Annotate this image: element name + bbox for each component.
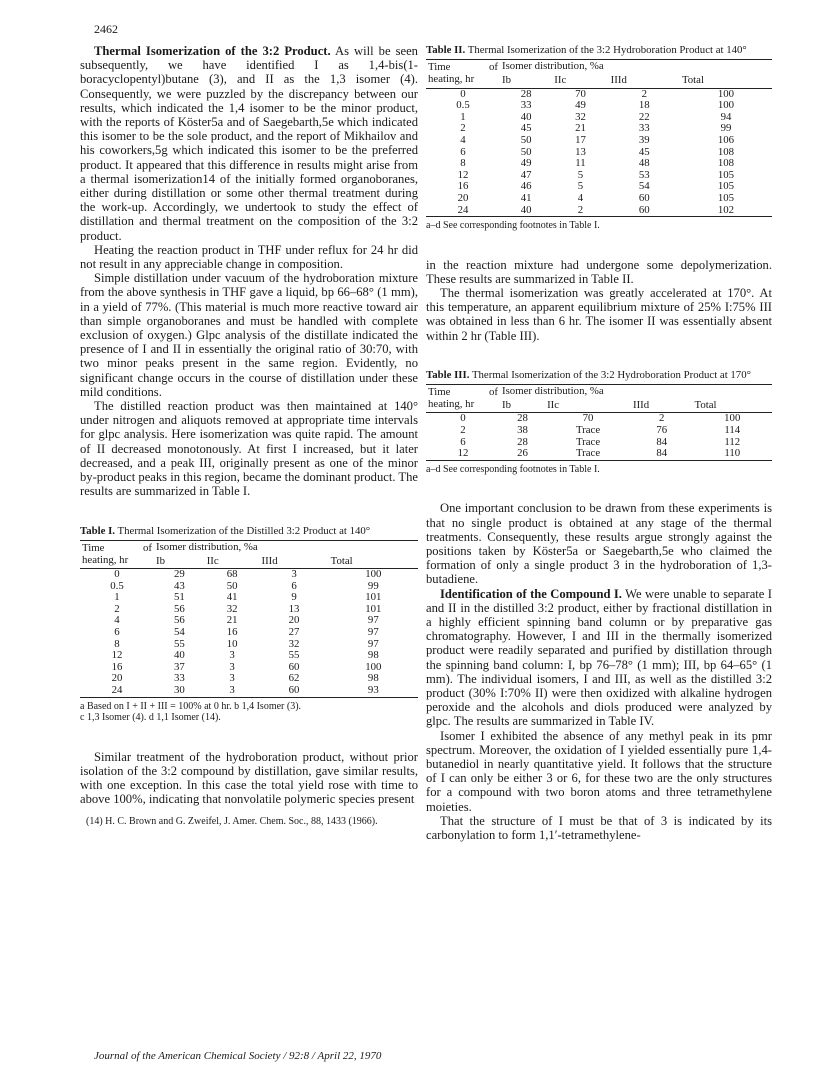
table-cell: 2 bbox=[114, 602, 120, 615]
section-run-in-heading: Identification of the Compound I. bbox=[440, 586, 622, 601]
table-cell: 50 bbox=[520, 145, 532, 158]
table-cell: 20 bbox=[457, 191, 469, 204]
column-header: IIc bbox=[205, 555, 260, 569]
data-table bbox=[426, 384, 772, 461]
table-cell: 105 bbox=[717, 191, 735, 204]
table-caption: Table II. Thermal Isomerization of the 3:2 Hydroboration Product at 140° bbox=[426, 44, 747, 56]
table-cell: 39 bbox=[638, 133, 650, 146]
table-footnote: c 1,3 Isomer (4). d 1,1 Isomer (14). bbox=[80, 712, 221, 724]
table-cell: 0.5 bbox=[456, 99, 470, 112]
table-cell: 12 bbox=[457, 168, 469, 181]
table-cell: 60 bbox=[638, 203, 650, 216]
table-cell: 18 bbox=[638, 99, 650, 112]
column-header: IIc bbox=[545, 399, 631, 413]
table-cell: 60 bbox=[288, 660, 300, 673]
right-column bbox=[426, 44, 772, 842]
table-cell: Trace bbox=[575, 424, 601, 437]
paragraph-text: We were unable to separate I and II in the distilled 3:2 product, either by fractional distillation in a highly efficient spinning band column or by preparative gas chromatography. However, I and III in the thermally isomerized product were readily separated and purified by distillation through the spinning band column: I, bp 76–78° (1 mm); III, bp 64–65° (1 mm). The individual isomers, I and III, as well as the distilled 3:2 product (30% I:70% II) were then oxidized with alkaline hydrogen peroxide and the alcohols and diols produced were analyzed by glpc. The results are summarized in Table IV. bbox=[426, 586, 773, 729]
table-cell: 49 bbox=[520, 157, 532, 170]
table-cell: 26 bbox=[517, 447, 528, 460]
table-cell: 105 bbox=[717, 168, 735, 181]
table-2 bbox=[426, 44, 772, 232]
table-cell: 33 bbox=[173, 672, 185, 685]
table-cell: 16 bbox=[457, 180, 469, 193]
table-cell: 28 bbox=[517, 412, 528, 425]
table-cell: 29 bbox=[173, 568, 185, 581]
paragraph: Simple distillation under vacuum of the hydroboration mixture from the above synthesis in THF gave a liquid, bp 66–68° (1 mm), in a yield of 77%. (This material is much more reactive toward air than simple organoboranes and must be handled with complete exclusion of oxygen.) Glpc analysis of the distillate indicated the presence of I and II in essentially the original ratio of 30:70, with two minor peaks present in the same region. Evidently, no significant change occurs in the course of distillation under these mild conditions. bbox=[80, 271, 418, 399]
table-cell: 21 bbox=[226, 614, 238, 627]
paragraph: in the reaction mixture had undergone some depolymerization. These results are summarized in Table II. bbox=[426, 257, 772, 286]
paragraph: One important conclusion to be drawn from these experiments is that no single product is obtained at any stage of the thermal treatments. Consequently, these results argue strongly against the positions taken by Köster5a or Saegebarth,5e who claimed the formation of only a single product 3 in the hydroboration of 1,3-butadiene. bbox=[426, 501, 772, 587]
table-cell: 3 bbox=[229, 672, 235, 685]
table-cell: 43 bbox=[173, 579, 185, 592]
table-cell: 0.5 bbox=[110, 579, 124, 592]
table-cell: 97 bbox=[367, 614, 379, 627]
table-cell: 13 bbox=[288, 602, 300, 615]
table-cell: 101 bbox=[365, 591, 382, 604]
table-cell: 12 bbox=[457, 447, 469, 460]
paragraph: Similar treatment of the hydroboration product, without prior isolation of the 3:2 compound by distillation, gave similar results, with one exception. In this case the total yield rose with time to above 100%, indicating that nonvolatile polymeric species present bbox=[80, 749, 418, 807]
column-header: Total bbox=[680, 74, 772, 88]
table-cell: 5 bbox=[577, 180, 584, 193]
table-cell: 105 bbox=[717, 180, 735, 193]
table-cell: 2 bbox=[577, 203, 584, 216]
table-cell: 50 bbox=[520, 133, 532, 146]
table-cell: 48 bbox=[638, 157, 650, 170]
table-cell: 47 bbox=[520, 168, 532, 181]
column-header: IIId bbox=[259, 555, 328, 569]
table-cell: 1 bbox=[114, 591, 120, 604]
table-cell: 97 bbox=[367, 637, 379, 650]
table-cell: Trace bbox=[575, 447, 601, 460]
page-number: 2462 bbox=[94, 22, 118, 36]
table-cell: 20 bbox=[288, 614, 300, 627]
table-cell: 100 bbox=[724, 412, 741, 425]
table-cell: 16 bbox=[111, 660, 123, 673]
table-cell: 100 bbox=[717, 99, 735, 112]
table-cell: 94 bbox=[720, 110, 732, 123]
column-header: IIc bbox=[552, 74, 608, 88]
table-cell: 99 bbox=[367, 579, 379, 592]
table-cell: 56 bbox=[173, 602, 185, 615]
paragraph-text: As will be seen subsequently, we have identified I as 1,4-bis(1-boracyclopentyl)butane (3), and II as the 1,3 isomer (4). Consequently, we were puzzled by the discrepancy between our results, which indicated the 1,4 isomer to be the minor product, with the reports of Köster5a and of Saegebarth,5e which indicated this isomer to be the sole product, and the report of Mikhailov and his coworkers,5g which indicated this isomer to be the preferred product. It appeared that this difference in results might arise from a thermal isomerization14 of the initially formed organoboranes, either during distillation or some other thermal treatment during the work-up. Accordingly, we undertook to study the effect of distillation and thermal treatment on the composition of the 3:2 product. bbox=[80, 44, 418, 243]
table-cell: 45 bbox=[520, 122, 532, 135]
table-cell: 32 bbox=[575, 110, 586, 123]
table-cell: 110 bbox=[724, 447, 741, 460]
table-cell: 8 bbox=[460, 157, 466, 170]
table-cell: 60 bbox=[288, 684, 300, 697]
column-header: Time of heating, hr bbox=[80, 540, 154, 568]
table-cell: 38 bbox=[517, 424, 528, 437]
table-cell: 54 bbox=[173, 626, 185, 639]
table-caption: Table III. Thermal Isomerization of the 3:2 Hydroboration Product at 170° bbox=[426, 368, 751, 381]
table-cell: 0 bbox=[460, 412, 466, 425]
paragraph: Isomer I exhibited the absence of any methyl peak in its pmr spectrum. Moreover, the oxidation of I yielded essentially pure 1,4-butanediol in nearly quantitative yield. It follows that the structure of I can only be either 3 or 6, for these two are the only structures for a compound with two boron atoms and three tetramethylene moieties. bbox=[426, 728, 772, 814]
table-row bbox=[426, 135, 772, 147]
column-header: Total bbox=[329, 555, 418, 569]
column-header: Time of heating, hr bbox=[426, 385, 500, 413]
table-cell: 55 bbox=[288, 649, 300, 662]
table-cell: 28 bbox=[520, 87, 532, 100]
table-cell: 33 bbox=[638, 122, 650, 135]
column-group-header: Isomer distribution, %a bbox=[502, 60, 604, 73]
column-group-header: Isomer distribution, %a bbox=[502, 385, 604, 398]
table-cell: 55 bbox=[173, 637, 185, 650]
section-run-in-heading: Thermal Isomerization of the 3:2 Product. bbox=[94, 44, 331, 58]
column-header: IIId bbox=[631, 399, 693, 413]
table-cell: 98 bbox=[367, 649, 379, 662]
table-cell: 84 bbox=[656, 447, 668, 460]
table-cell: 102 bbox=[717, 203, 735, 216]
table-row bbox=[426, 205, 772, 217]
table-cell: 32 bbox=[226, 602, 238, 615]
table-cell: 11 bbox=[575, 157, 586, 170]
table-cell: 41 bbox=[520, 191, 532, 204]
table-footnote: a Based on I + II + III = 100% at 0 hr. b 1,4 Isomer (3). bbox=[80, 700, 302, 712]
table-cell: 24 bbox=[457, 203, 469, 216]
table-cell: 45 bbox=[638, 145, 650, 158]
table-cell: 84 bbox=[656, 435, 668, 448]
table-cell: 99 bbox=[720, 122, 732, 135]
table-cell: 5 bbox=[577, 168, 584, 181]
table-cell: 114 bbox=[724, 424, 741, 437]
paragraph: That the structure of I must be that of 3 is indicated by its carbonylation to form 1,1′-tetramethylene- bbox=[426, 813, 772, 842]
table-cell: 60 bbox=[638, 191, 650, 204]
table-row bbox=[80, 627, 418, 639]
table-cell: 27 bbox=[288, 626, 300, 639]
table-cell: 53 bbox=[638, 168, 650, 181]
table-cell: 46 bbox=[520, 180, 532, 193]
table-cell: 100 bbox=[365, 660, 382, 673]
table-cell: 28 bbox=[517, 435, 528, 448]
data-table bbox=[426, 59, 772, 217]
table-cell: 98 bbox=[367, 672, 379, 685]
table-cell: 108 bbox=[717, 145, 735, 158]
table-cell: 13 bbox=[575, 145, 586, 158]
table-cell: 3 bbox=[291, 568, 297, 581]
table-cell: 2 bbox=[659, 412, 665, 425]
table-cell: 0 bbox=[114, 568, 120, 581]
table-cell: 2 bbox=[641, 87, 647, 100]
table-1 bbox=[80, 525, 418, 724]
table-cell: 20 bbox=[111, 672, 123, 685]
table-cell: 21 bbox=[575, 122, 586, 135]
table-cell: 108 bbox=[717, 157, 735, 170]
data-table bbox=[80, 540, 418, 698]
table-cell: 54 bbox=[638, 180, 650, 193]
table-cell: 40 bbox=[173, 649, 185, 662]
table-cell: 68 bbox=[226, 568, 238, 581]
table-cell: 100 bbox=[717, 87, 735, 100]
table-cell: 40 bbox=[520, 203, 532, 216]
table-cell: 30 bbox=[173, 684, 185, 697]
table-cell: 4 bbox=[460, 133, 466, 146]
column-header: Time of heating, hr bbox=[426, 60, 500, 88]
table-cell: 97 bbox=[367, 626, 379, 639]
column-header: Total bbox=[693, 399, 772, 413]
paragraph: The thermal isomerization was greatly accelerated at 170°. At this temperature, an apparent equilibrium mixture of 25% I:75% III was obtained in less than 6 hr. The isomer II was essentially absent within 2 hr (Table III). bbox=[426, 286, 772, 343]
table-cell: 6 bbox=[291, 579, 297, 592]
table-row bbox=[426, 193, 772, 205]
table-cell: 3 bbox=[229, 649, 235, 662]
table-cell: 3 bbox=[229, 684, 235, 697]
table-cell: 40 bbox=[520, 110, 532, 123]
table-cell: 6 bbox=[114, 626, 120, 639]
table-cell: 17 bbox=[575, 133, 586, 146]
paragraph: Heating the reaction product in THF under reflux for 24 hr did not result in any appreciable change in composition. bbox=[80, 242, 418, 272]
table-cell: 1 bbox=[460, 110, 466, 123]
table-cell: 62 bbox=[288, 672, 300, 685]
table-cell: 10 bbox=[226, 637, 238, 650]
table-cell: 56 bbox=[173, 614, 185, 627]
table-footnote: a–d See corresponding footnotes in Table I. bbox=[426, 220, 600, 232]
table-cell: 70 bbox=[575, 87, 586, 100]
column-header: IIId bbox=[609, 74, 680, 88]
table-cell: 6 bbox=[460, 435, 466, 448]
column-header: Ib bbox=[500, 74, 552, 88]
table-cell: 106 bbox=[717, 133, 735, 146]
table-cell: 93 bbox=[367, 684, 379, 697]
left-column bbox=[80, 44, 418, 828]
table-row bbox=[426, 158, 772, 170]
table-cell: 32 bbox=[288, 637, 300, 650]
table-cell: 2 bbox=[460, 424, 466, 437]
table-row bbox=[80, 685, 418, 697]
table-cell: 51 bbox=[173, 591, 185, 604]
table-caption: Table I. Thermal Isomerization of the Distilled 3:2 Product at 140° bbox=[80, 524, 371, 537]
paragraph: The distilled reaction product was then maintained at 140° under nitrogen and aliquots removed at appropriate time intervals for glpc analysis. Here isomerization was quite rapid. The amount of II decreased monotonously. At first I increased, but it later decreased, and a peak III, originally present as one of the minor by-product peaks in this region, became the dominant product. The results are summarized in Table I. bbox=[80, 399, 418, 499]
table-cell: 24 bbox=[111, 684, 123, 697]
table-cell: 22 bbox=[638, 110, 650, 123]
table-cell: 112 bbox=[724, 435, 741, 448]
table-cell: 9 bbox=[291, 591, 297, 604]
table-cell: 33 bbox=[520, 99, 532, 112]
journal-footer: Journal of the American Chemical Society / 92:8 / April 22, 1970 bbox=[94, 1050, 382, 1062]
table-cell: 70 bbox=[582, 412, 594, 425]
column-header: Ib bbox=[154, 555, 205, 569]
table-cell: 8 bbox=[114, 637, 120, 650]
table-cell: 3 bbox=[229, 660, 235, 673]
table-3 bbox=[426, 369, 772, 475]
table-cell: 6 bbox=[460, 145, 466, 158]
table-cell: 100 bbox=[365, 568, 382, 581]
paragraph bbox=[426, 587, 772, 729]
column-header: Ib bbox=[500, 399, 545, 413]
table-row bbox=[426, 425, 772, 437]
reference-footnote: (14) H. C. Brown and G. Zweifel, J. Amer. Chem. Soc., 88, 1433 (1966). bbox=[86, 816, 378, 828]
table-cell: 4 bbox=[577, 191, 584, 204]
table-cell: 41 bbox=[226, 591, 238, 604]
table-cell: 0 bbox=[460, 87, 466, 100]
table-row bbox=[80, 569, 418, 581]
table-cell: 4 bbox=[114, 614, 120, 627]
table-cell: 16 bbox=[226, 626, 238, 639]
table-cell: 2 bbox=[460, 122, 466, 135]
table-cell: Trace bbox=[575, 435, 601, 448]
column-group-header: Isomer distribution, %a bbox=[156, 540, 258, 553]
table-cell: 12 bbox=[111, 649, 123, 662]
table-cell: 37 bbox=[173, 660, 185, 673]
table-cell: 101 bbox=[365, 602, 382, 615]
table-cell: 50 bbox=[226, 579, 238, 592]
table-row bbox=[426, 448, 772, 460]
paragraph bbox=[80, 44, 418, 243]
table-cell: 76 bbox=[656, 424, 668, 437]
table-cell: 49 bbox=[575, 99, 586, 112]
table-footnote: a–d See corresponding footnotes in Table I. bbox=[426, 463, 600, 475]
